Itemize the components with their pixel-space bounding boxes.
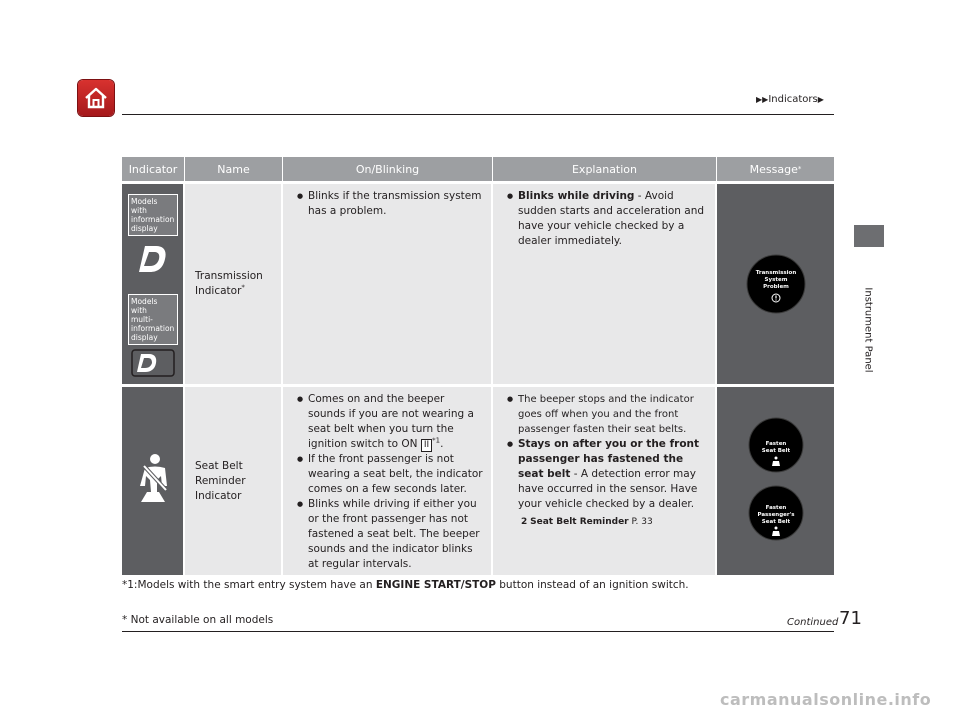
tag-line: Models with	[131, 297, 158, 315]
list-item: ● The beeper stops and the indicator goes off when you and the front passenger fasten their seat belts.	[507, 392, 709, 437]
section-label: Instrument Panel	[862, 287, 874, 373]
message-line: Seat Belt	[761, 448, 791, 454]
transmission-d-icon	[137, 242, 171, 276]
tag-line: information	[131, 215, 175, 224]
message-line: Transmission	[755, 270, 797, 276]
list-item	[507, 189, 709, 249]
column-header-explanation: Explanation	[493, 157, 717, 181]
indicator-name-line: Seat Belt	[195, 459, 243, 472]
indicator-name-line: Indicator	[195, 489, 242, 502]
seat-belt-icon	[135, 452, 171, 510]
transmission-d-box-icon	[131, 349, 175, 377]
list-item-end: .	[440, 438, 444, 450]
column-header-message-label: Message	[749, 162, 798, 176]
explanation-text: - A detection error may have occurred in the sensor. Have your vehicle checked by a dealer.	[518, 468, 698, 510]
indicator-cell	[122, 184, 185, 384]
column-header-name: Name	[185, 157, 283, 181]
list-item: ● Blinks while driving if either you or the front passenger has not fastened a seat belt. The beeper sounds and the indicator blinks at regular intervals.	[297, 497, 485, 572]
indicator-name	[195, 269, 270, 299]
message-line: Passenger's	[757, 512, 795, 518]
fasten-seat-belt-message-display	[748, 417, 804, 473]
name-cell	[185, 387, 283, 575]
model-tag-info-display	[128, 194, 178, 236]
tag-line: display	[131, 224, 158, 233]
footnote-mark: *1	[432, 436, 441, 445]
breadcrumb[interactable]	[756, 94, 824, 105]
ignition-on-key-icon: II	[421, 439, 432, 452]
cross-reference-link[interactable]	[507, 515, 709, 530]
tag-line: Models with	[131, 197, 158, 215]
explanation-text: - Avoid sudden starts and acceleration and have your vehicle checked by a dealer immediately.	[518, 190, 705, 247]
indicator-table	[122, 157, 834, 575]
cross-reference-icon: 2	[521, 517, 528, 527]
footnote-prefix: *1:Models with the smart entry system have an	[122, 579, 376, 591]
list-item: ● If the front passenger is not wearing a seat belt, the indicator comes on a few seconds later.	[297, 452, 485, 497]
tag-line: display	[131, 333, 158, 342]
table-row	[122, 184, 834, 384]
footnote	[122, 579, 689, 591]
message-line: Seat Belt	[761, 519, 791, 525]
footnote-suffix: button instead of an ignition switch.	[495, 579, 689, 591]
header-rule	[122, 114, 834, 115]
fasten-passenger-seat-belt-message-display	[748, 485, 804, 541]
home-icon	[82, 84, 110, 112]
breadcrumb-label: Indicators	[768, 94, 818, 105]
name-cell	[185, 184, 283, 384]
list-item	[507, 437, 709, 512]
message-cell	[717, 184, 834, 384]
not-all-models-mark: *	[241, 283, 245, 292]
list-item	[297, 392, 485, 452]
explanation-bold: Stays on after you or the front passenger has fastened the seat belt	[518, 438, 700, 480]
on-blinking-cell	[283, 387, 493, 575]
breadcrumb-arrow-icon: ▶	[817, 95, 824, 104]
tag-line: information	[131, 324, 175, 333]
indicator-cell	[122, 387, 185, 575]
table-header	[122, 157, 834, 181]
explanation-bold: Blinks while driving	[518, 190, 635, 202]
cross-reference-page: P. 33	[628, 517, 653, 527]
list-item-text: Comes on and the beeper sounds if you are not wearing a seat belt when you turn the ignition switch to ON	[308, 393, 474, 450]
column-header-indicator: Indicator	[122, 157, 185, 181]
message-line: Fasten	[765, 441, 787, 447]
model-tag-multi-info-display	[128, 294, 178, 345]
message-line: Fasten	[765, 505, 787, 511]
footnote-bold: ENGINE START/STOP	[375, 579, 496, 591]
on-blinking-cell	[283, 184, 493, 384]
home-button[interactable]	[78, 80, 114, 116]
indicator-name-line: Reminder	[195, 474, 246, 487]
cross-reference-title: Seat Belt Reminder	[530, 517, 629, 527]
indicator-name	[195, 459, 246, 504]
message-line: System	[764, 277, 788, 283]
not-all-models-note: * Not available on all models	[122, 614, 274, 626]
message-line: Problem	[763, 284, 789, 290]
column-header-message: Message *	[749, 162, 802, 176]
page-number: 71	[839, 608, 862, 629]
table-row	[122, 387, 834, 575]
explanation-cell	[493, 184, 717, 384]
list-item: ● Blinks if the transmission system has a problem.	[297, 189, 485, 219]
section-tab[interactable]	[854, 225, 884, 247]
transmission-message-display	[746, 254, 806, 314]
indicator-name-label: Transmission Indicator	[195, 270, 263, 297]
column-header-on-blinking: On/Blinking	[283, 157, 493, 181]
continued-label: Continued	[787, 617, 839, 628]
breadcrumb-arrow-icon: ▶▶	[756, 95, 769, 104]
message-cell	[717, 387, 834, 575]
watermark: carmanualsonline.info	[720, 690, 932, 709]
tag-line: multi-	[131, 315, 153, 324]
footer-rule	[122, 631, 834, 632]
explanation-cell	[493, 387, 717, 575]
